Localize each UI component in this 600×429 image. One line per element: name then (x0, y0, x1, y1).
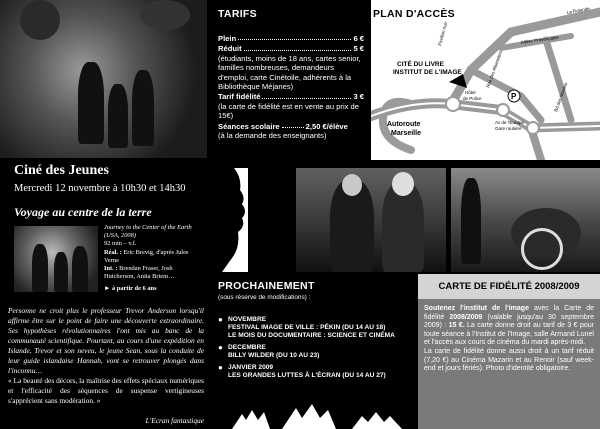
cine-des-jeunes-title: Ciné des Jeunes (14, 163, 109, 178)
map-label-autoroute: Autoroute (387, 121, 421, 128)
hero-film-still (0, 0, 207, 158)
profile-silhouette (212, 168, 248, 272)
film-title: Voyage au centre de la terre (14, 205, 152, 219)
month-block (218, 364, 418, 380)
prochainement-title: PROCHAINEMENT (218, 280, 315, 292)
film-still-wheelchair (451, 168, 600, 272)
quote-source: L'Ecran fantastique (145, 416, 204, 425)
tarif-reduit-note: (étudiants, moins de 18 ans, cartes senior, familles nombreuses, demandeurs d'emploi, carte Cinétoile, adhérents à la Bibliothèque Méjanes) (218, 53, 361, 92)
tarif-fidelite-note: (la carte de fidélité est en vente au prix de 15€) (218, 101, 359, 121)
month-item: FESTIVAL IMAGE DE VILLE : PÉKIN (DU 14 AU 18) (228, 324, 386, 331)
map-label-police: de Police (463, 96, 482, 101)
tarifs-title: TARIFS (218, 8, 257, 20)
month-item: LE MOIS DU DOCUMENTAIRE : SCIENCE ET CINÉMA (228, 332, 395, 339)
map-label-rotonde: La Rotonde (566, 6, 591, 15)
tarif-fidelite: Tarif fidélité 3 € (218, 92, 364, 102)
press-quote: « La beauté des décors, la maîtrise des effets spéciaux numériques et l'efficacité des séquences de suspense vertigineuses s'apprécient sans modération. » (8, 376, 204, 405)
map-label-pavillon: Pavillon noir (437, 21, 449, 47)
tarif-plein: Plein 6 € (218, 34, 364, 43)
map-label-av-europe: Av de l'Europe (495, 120, 525, 125)
bullet-icon: ● (218, 363, 223, 372)
month-label: DECEMBRE (228, 344, 266, 351)
map-label-gare: Gare routière (495, 126, 522, 131)
month-block (218, 344, 418, 360)
map-label-bd-moulins: Bd des Moulins (553, 81, 569, 113)
bullet-icon: ● (218, 343, 223, 352)
map-label-rue: Rue des Allumettes (485, 50, 504, 89)
bullet-icon: ● (218, 315, 223, 324)
prochainement-list (218, 316, 418, 384)
map-parking: P (511, 92, 517, 101)
film-synopsis: Personne ne croit plus le professeur Trevor Anderson lorsqu'il affirme être sur le point de faire une découverte extraordinaire. Ses hypothèses révolutionnaires l'ont mis au banc de la communauté scientifique. Pourtant, au cours d'une expédition en Islande, Trevor et son neveu, le jeune Sean, sous la conduite de leur guide islandaise Hannah, vont se retrouver plongés dans l'inconnu… (8, 306, 204, 375)
screening-date: Mercredi 12 novembre à 10h30 et 14h30 (14, 183, 186, 194)
map-label-hotel: Hôtel (465, 90, 476, 95)
fidelite-text (424, 305, 594, 374)
plan-title: PLAN D'ACCÈS (373, 8, 455, 20)
film-info (104, 224, 202, 294)
month-label: NOVEMBRE (228, 316, 267, 323)
bats-illustration (212, 396, 424, 429)
fidelite-title: CARTE DE FIDÉLITÉ 2008/2009 (418, 274, 600, 299)
film-cast: Int. : Brendan Fraser, Josh Hutcherson, Anita Briem… (104, 265, 175, 281)
film-original-title: Journey to the Center of the Earth (USA, 2008) (104, 224, 192, 240)
film-still-couple (296, 168, 446, 272)
film-duration: 92 min – v.f. (104, 240, 137, 248)
fidelite-paragraph-1: Soutenez l'institut de l'image avec la Carte de fidélité 2008/2009 (valable jusqu'au 30 septembre 2009) : 15 €. La carte donne droit au tarif de 3 € pour toute séance à l'Institut de l'Image, salle Armand Lunel et l'accès aux cours de cinéma du mardi après-midi. (424, 305, 594, 347)
film-thumbnail (14, 226, 98, 292)
tarif-scolaire: Séances scolaire 2,50 €/élève (218, 121, 348, 131)
month-label: JANVIER 2009 (228, 364, 274, 371)
access-map (371, 0, 600, 160)
film-age: ► à partir de 6 ans (104, 285, 157, 293)
month-block (218, 316, 418, 340)
map-label-institut: INSTITUT DE L'IMAGE (393, 69, 462, 76)
prochainement-subtitle: (sous réserve de modifications) : (218, 294, 311, 301)
month-item: BILLY WILDER (DU 10 AU 23) (228, 352, 320, 359)
film-director: Réal. : Eric Brevig, d'après Jules Verne (104, 248, 189, 264)
map-label-cite: CITÉ DU LIVRE (397, 61, 444, 68)
fidelite-paragraph-2: La carte de fidélité donne aussi droit à un tarif réduit (7,20 €) au Cinéma Mazarin et au Renoir (sauf week-end et jours fériés). Photo d'identité obligatoire. (424, 347, 594, 373)
tarif-scolaire-note: (à la demande des enseignants) (218, 131, 327, 141)
map-label-marseille: Marseille (391, 130, 421, 137)
month-item: LES GRANDES LUTTES À L'ÉCRAN (DU 14 AU 27) (228, 372, 386, 379)
tarifs-list (218, 34, 364, 141)
map-label-allees: Allées Provençales (520, 34, 560, 45)
tarif-reduit: Réduit 5 € (218, 44, 364, 54)
